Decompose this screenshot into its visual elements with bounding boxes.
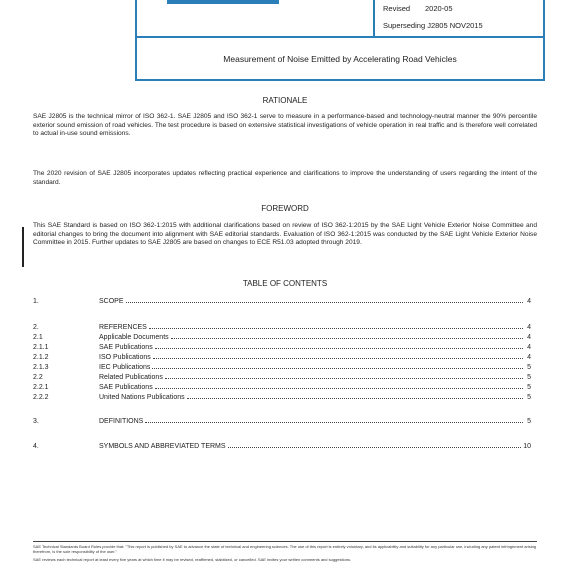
toc-entry-page: 4 <box>527 298 531 305</box>
toc-entry-title: ISO Publications <box>99 354 151 361</box>
toc-entry-number: 2.2 <box>33 374 43 381</box>
revised-label: Revised <box>383 4 411 13</box>
toc-heading: TABLE OF CONTENTS <box>242 279 328 288</box>
toc-leader-dots <box>187 397 523 399</box>
toc-entry-number: 2.1.2 <box>33 354 49 361</box>
toc-entry-page: 4 <box>527 354 531 361</box>
toc-entry-page: 4 <box>527 334 531 341</box>
toc-leader-dots <box>152 367 523 369</box>
toc-entry-title: SCOPE <box>99 298 124 305</box>
toc-entry[interactable] <box>33 296 531 305</box>
toc-entry-page: 4 <box>527 344 531 351</box>
toc-leader-dots <box>145 421 523 423</box>
toc-entry-page: 5 <box>527 418 531 425</box>
toc-entry-number: 2.2.1 <box>33 384 49 391</box>
toc-entry[interactable] <box>33 362 531 371</box>
revision-change-bar <box>22 227 24 267</box>
toc-entry-page: 5 <box>527 364 531 371</box>
toc-entry-page: 4 <box>527 324 531 331</box>
toc-entry-title: United Nations Publications <box>99 394 185 401</box>
toc-entry-page: 5 <box>527 394 531 401</box>
toc-entry-number: 2.1.3 <box>33 364 49 371</box>
toc-entry-number: 4. <box>33 443 39 450</box>
toc-entry-number: 3. <box>33 418 39 425</box>
toc-entry-number: 2.1.1 <box>33 344 49 351</box>
toc-entry-title: SAE Publications <box>99 384 153 391</box>
rationale-heading: RATIONALE <box>262 96 308 105</box>
toc-entry-title: Applicable Documents <box>99 334 169 341</box>
document-header-box <box>135 0 545 81</box>
toc-entry-page: 5 <box>527 374 531 381</box>
footer-divider <box>33 541 537 542</box>
toc-entry-title: REFERENCES <box>99 324 147 331</box>
toc-entry[interactable] <box>33 441 531 450</box>
header-divider-horizontal <box>137 36 543 38</box>
toc-entry-number: 2.2.2 <box>33 394 49 401</box>
toc-entry-title: DEFINITIONS <box>99 418 144 425</box>
header-divider-vertical <box>373 0 375 36</box>
toc-entry[interactable] <box>33 342 531 351</box>
toc-entry-number: 2.1 <box>33 334 43 341</box>
toc-entry[interactable] <box>33 392 531 401</box>
rationale-paragraph-2: The 2020 revision of SAE J2805 incorporates updates reflecting practical experience and clarifications to improve the understanding of users regarding the intent of the standard. <box>33 170 537 186</box>
toc-entry[interactable] <box>33 352 531 361</box>
toc-leader-dots <box>149 327 523 329</box>
rationale-paragraph-1: SAE J2805 is the technical mirror of ISO 362-1. SAE J2805 and ISO 362-1 serve to measure in a performance-based and technology-neutral manner the 90% percentile exterior sound emission of road vehicles. The test procedure is based on extensive statistical investigations of vehicle operation in real traffic and is therefore well correlated to actual in-use sound emissions. <box>33 113 537 138</box>
toc-entry[interactable] <box>33 322 531 331</box>
toc-entry[interactable] <box>33 416 531 425</box>
toc-entry-title: Related Publications <box>99 374 163 381</box>
document-title: Measurement of Noise Emitted by Accelerating Road Vehicles <box>223 54 457 64</box>
toc-leader-dots <box>165 377 523 379</box>
toc-entry-title: IEC Publications <box>99 364 151 371</box>
toc-entry-page: 5 <box>527 384 531 391</box>
toc-leader-dots <box>155 347 523 349</box>
foreword-paragraph: This SAE Standard is based on ISO 362-1:2015 with additional clarifications based on review of ISO 362-1:2015 by the SAE Light Vehicle Exterior Noise Committee and editorial changes to bring the document into alignment with SAE editorial standards. Evaluation of ISO 362-1:2015 was conducted by the SAE Light Vehicle Exterior Noise Committee in 2015. Further updates to SAE J2805 are based on changes to ECE R51.03 adopted through 2019. <box>33 222 537 247</box>
revised-date: 2020-05 <box>425 4 453 13</box>
toc-entry[interactable] <box>33 332 531 341</box>
footer-review-note: SAE reviews each technical report at least every five years at which time it may be revised, reaffirmed, stabilized, or cancelled. SAE invites your written comments and suggestions. <box>33 557 352 562</box>
toc-entry-title: SAE Publications <box>99 344 153 351</box>
toc-leader-dots <box>228 446 522 448</box>
foreword-heading: FOREWORD <box>261 204 309 213</box>
toc-entry-title: SYMBOLS AND ABBREVIATED TERMS <box>99 443 226 450</box>
toc-entry-number: 2. <box>33 324 39 331</box>
toc-leader-dots <box>153 357 523 359</box>
superseding-note: Superseding J2805 NOV2015 <box>383 21 483 30</box>
toc-leader-dots <box>126 301 523 303</box>
toc-entry-number: 1. <box>33 298 39 305</box>
toc-leader-dots <box>171 337 523 339</box>
toc-entry[interactable] <box>33 372 531 381</box>
sae-logo <box>167 0 279 4</box>
toc-entry-page: 10 <box>523 443 531 450</box>
toc-entry[interactable] <box>33 382 531 391</box>
toc-leader-dots <box>155 387 523 389</box>
footer-disclaimer: SAE Technical Standards Board Rules provide that: "This report is published by SAE to advance the state of technical and engineering sciences. The use of this report is entirely voluntary, and its applicability and suitability for any particular use, including any patent infringement arising therefrom, is the sole responsibility of the user." <box>33 544 537 554</box>
